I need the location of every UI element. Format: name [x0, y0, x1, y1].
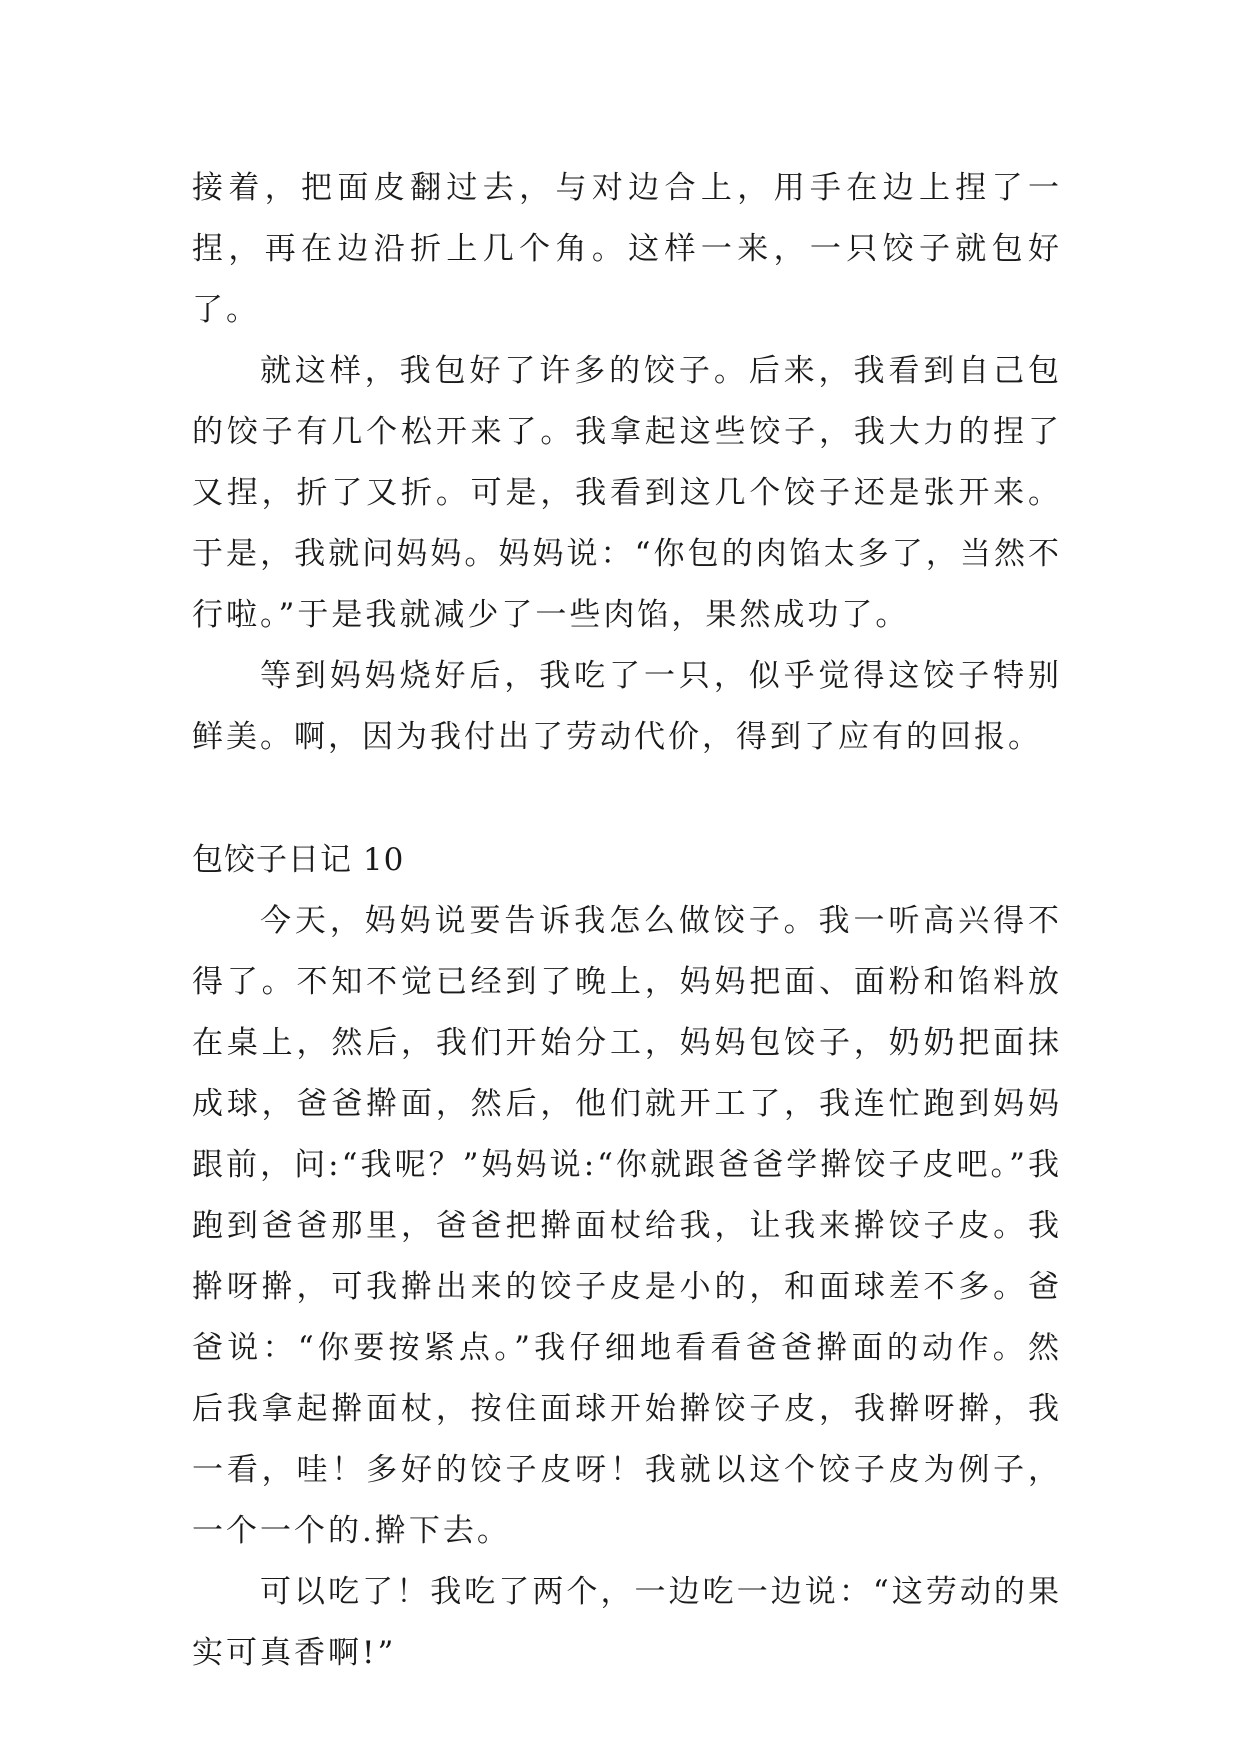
paragraph-eating: 可以吃了！我吃了两个，一边吃一边说：“这劳动的果实可真香啊!”	[192, 1574, 1062, 1671]
paragraph-tasting: 等到妈妈烧好后，我吃了一只，似乎觉得这饺子特别鲜美。啊，因为我付出了劳动代价，得到了应有的回报。	[192, 658, 1062, 755]
paragraph-continuation: 接着，把面皮翻过去，与对边合上，用手在边上捏了一捏，再在边沿折上几个角。这样一来，一只饺子就包好了。	[192, 170, 1062, 328]
paragraph-loose-dumplings: 就这样，我包好了许多的饺子。后来，我看到自己包的饺子有几个松开来了。我拿起这些饺子，我大力的捏了又捏，折了又折。可是，我看到这几个饺子还是张开来。于是，我就问妈妈。妈妈说：“你包的肉馅太多了，当然不行啦。”于是我就减少了一些肉馅，果然成功了。	[192, 353, 1062, 633]
paragraph-rolling-skins: 今天，妈妈说要告诉我怎么做饺子。我一听高兴得不得了。不知不觉已经到了晚上，妈妈把面、面粉和馅料放在桌上，然后，我们开始分工，妈妈包饺子，奶奶把面抹成球，爸爸擀面，然后，他们就开工了，我连忙跑到妈妈跟前，问:“我呢？”妈妈说:“你就跟爸爸学擀饺子皮吧。”我跑到爸爸那里，爸爸把擀面杖给我，让我来擀饺子皮。我擀呀擀，可我擀出来的饺子皮是小的，和面球差不多。爸爸说：“你要按紧点。”我仔细地看看爸爸擀面的动作。然后我拿起擀面杖，按住面球开始擀饺子皮，我擀呀擀，我一看，哇！多好的饺子皮呀！我就以这个饺子皮为例子，一个一个的.擀下去。	[192, 903, 1062, 1549]
document-body	[192, 158, 1062, 1684]
section-title: 包饺子日记 10	[192, 842, 405, 878]
